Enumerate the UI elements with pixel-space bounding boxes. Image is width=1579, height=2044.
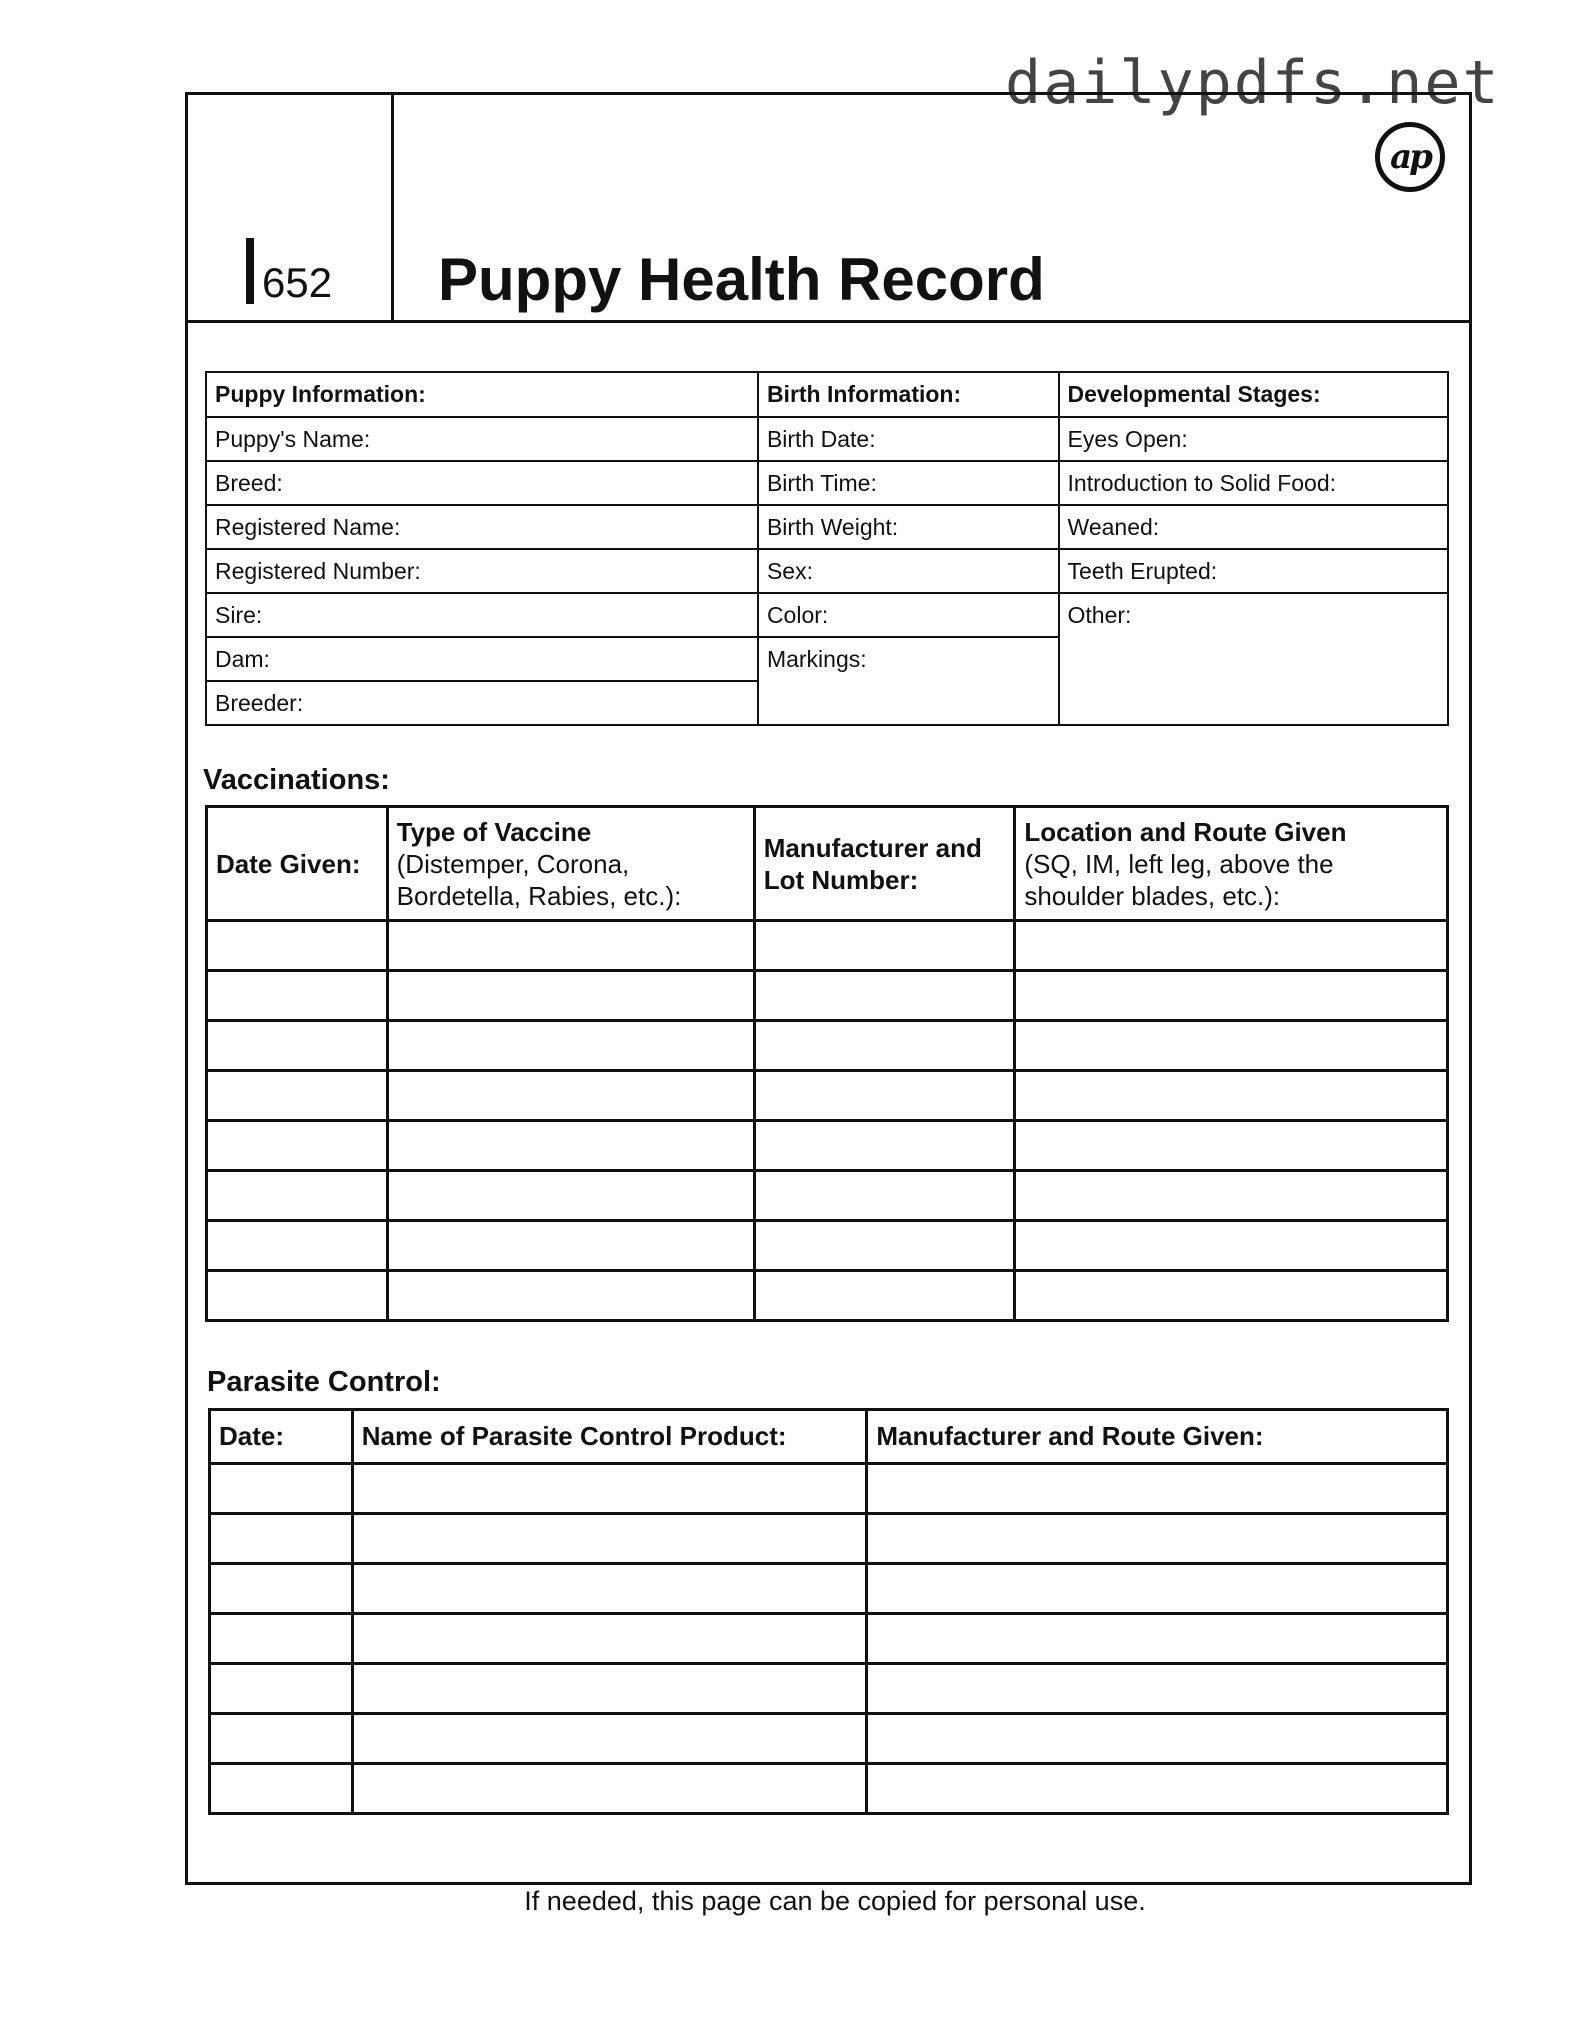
header-divider xyxy=(391,92,394,322)
vaccination-cell[interactable] xyxy=(207,1021,388,1071)
vaccination-cell[interactable] xyxy=(207,1171,388,1221)
vaccination-cell[interactable] xyxy=(387,1171,754,1221)
parasite-row xyxy=(210,1664,1448,1714)
parasite-cell[interactable] xyxy=(210,1564,353,1614)
birth-time-field[interactable]: Birth Time: xyxy=(758,461,1059,505)
puppy-name-field[interactable]: Puppy's Name: xyxy=(206,417,758,461)
vaccination-cell[interactable] xyxy=(754,1171,1015,1221)
parasite-product-header: Name of Parasite Control Product: xyxy=(352,1410,867,1464)
birth-weight-field[interactable]: Birth Weight: xyxy=(758,505,1059,549)
vaccination-cell[interactable] xyxy=(1015,1271,1448,1321)
parasite-row xyxy=(210,1464,1448,1514)
vaccine-type-examples: (Distemper, Corona, Bordetella, Rabies, etc.): xyxy=(396,848,682,911)
vaccination-cell[interactable] xyxy=(387,1221,754,1271)
parasite-cell[interactable] xyxy=(867,1764,1448,1814)
birth-date-field[interactable]: Birth Date: xyxy=(758,417,1059,461)
puppy-info-table xyxy=(205,371,1449,726)
vaccination-cell[interactable] xyxy=(387,971,754,1021)
breeder-field[interactable]: Breeder: xyxy=(206,681,758,725)
vaccination-cell[interactable] xyxy=(207,921,388,971)
parasite-date-header: Date: xyxy=(210,1410,353,1464)
parasite-cell[interactable] xyxy=(352,1564,867,1614)
vaccination-cell[interactable] xyxy=(207,971,388,1021)
vaccination-cell[interactable] xyxy=(1015,971,1448,1021)
vaccination-row xyxy=(207,1221,1448,1271)
vaccination-row xyxy=(207,1121,1448,1171)
vaccination-row xyxy=(207,1271,1448,1321)
vaccination-cell[interactable] xyxy=(1015,1221,1448,1271)
vaccination-cell[interactable] xyxy=(754,1021,1015,1071)
dev-stages-header: Developmental Stages: xyxy=(1059,372,1448,417)
vaccination-cell[interactable] xyxy=(1015,921,1448,971)
vaccination-cell[interactable] xyxy=(754,921,1015,971)
registered-name-field[interactable]: Registered Name: xyxy=(206,505,758,549)
vaccination-row xyxy=(207,1021,1448,1071)
location-route-examples: (SQ, IM, left leg, above the shoulder blades, etc.): xyxy=(1024,848,1334,911)
parasite-cell[interactable] xyxy=(867,1714,1448,1764)
vaccination-cell[interactable] xyxy=(387,921,754,971)
vaccination-row xyxy=(207,971,1448,1021)
parasite-cell[interactable] xyxy=(867,1464,1448,1514)
vaccination-cell[interactable] xyxy=(1015,1121,1448,1171)
color-field[interactable]: Color: xyxy=(758,593,1059,637)
parasite-cell[interactable] xyxy=(210,1614,353,1664)
footer-note: If needed, this page can be copied for personal use. xyxy=(524,1886,1146,1916)
parasite-cell[interactable] xyxy=(210,1514,353,1564)
vaccination-cell[interactable] xyxy=(387,1271,754,1321)
location-route-title: Location and Route Given xyxy=(1024,816,1347,847)
parasite-cell[interactable] xyxy=(210,1714,353,1764)
parasite-control-table xyxy=(208,1408,1449,1815)
parasite-row xyxy=(210,1614,1448,1664)
parasite-cell[interactable] xyxy=(352,1614,867,1664)
vaccine-type-header xyxy=(387,807,754,921)
parasite-cell[interactable] xyxy=(352,1764,867,1814)
sex-field[interactable]: Sex: xyxy=(758,549,1059,593)
parasite-row xyxy=(210,1714,1448,1764)
vaccination-cell[interactable] xyxy=(754,1121,1015,1171)
vaccination-row xyxy=(207,1071,1448,1121)
teeth-erupted-field[interactable]: Teeth Erupted: xyxy=(1059,549,1448,593)
form-number-bar xyxy=(246,238,254,304)
solid-food-field[interactable]: Introduction to Solid Food: xyxy=(1059,461,1448,505)
other-field[interactable]: Other: xyxy=(1059,593,1448,725)
vaccination-cell[interactable] xyxy=(387,1021,754,1071)
eyes-open-field[interactable]: Eyes Open: xyxy=(1059,417,1448,461)
parasite-cell[interactable] xyxy=(210,1764,353,1814)
parasite-manufacturer-header: Manufacturer and Route Given: xyxy=(867,1410,1448,1464)
parasite-cell[interactable] xyxy=(352,1514,867,1564)
location-route-header xyxy=(1015,807,1448,921)
birth-info-header: Birth Information: xyxy=(758,372,1059,417)
vaccination-cell[interactable] xyxy=(387,1071,754,1121)
vaccination-cell[interactable] xyxy=(1015,1171,1448,1221)
vaccination-row xyxy=(207,921,1448,971)
publisher-logo xyxy=(1375,122,1445,192)
vaccinations-table xyxy=(205,805,1449,1322)
weaned-field[interactable]: Weaned: xyxy=(1059,505,1448,549)
watermark: dailypdfs.net xyxy=(1005,48,1501,118)
parasite-cell[interactable] xyxy=(352,1714,867,1764)
parasite-cell[interactable] xyxy=(867,1614,1448,1664)
parasite-control-heading: Parasite Control: xyxy=(207,1366,441,1398)
page-title: Puppy Health Record xyxy=(438,246,1045,313)
vaccination-cell[interactable] xyxy=(1015,1021,1448,1071)
parasite-cell[interactable] xyxy=(352,1664,867,1714)
parasite-cell[interactable] xyxy=(867,1564,1448,1614)
parasite-cell[interactable] xyxy=(352,1464,867,1514)
dam-field[interactable]: Dam: xyxy=(206,637,758,681)
vaccination-cell[interactable] xyxy=(387,1121,754,1171)
vaccination-cell[interactable] xyxy=(207,1271,388,1321)
puppy-info-header: Puppy Information: xyxy=(206,372,758,417)
vaccination-row xyxy=(207,1171,1448,1221)
parasite-row xyxy=(210,1514,1448,1564)
vaccination-cell[interactable] xyxy=(754,1271,1015,1321)
vaccine-type-title: Type of Vaccine xyxy=(396,816,592,847)
vaccinations-heading: Vaccinations: xyxy=(203,764,390,796)
parasite-row xyxy=(210,1764,1448,1814)
markings-field[interactable]: Markings: xyxy=(758,637,1059,725)
date-given-header: Date Given: xyxy=(207,807,388,921)
logo-text: ap xyxy=(1390,137,1430,177)
vaccination-cell[interactable] xyxy=(1015,1071,1448,1121)
parasite-row xyxy=(210,1564,1448,1614)
parasite-cell[interactable] xyxy=(867,1514,1448,1564)
parasite-cell[interactable] xyxy=(867,1664,1448,1714)
vaccination-cell[interactable] xyxy=(207,1121,388,1171)
form-number: 652 xyxy=(262,259,333,306)
vaccination-cell[interactable] xyxy=(754,1071,1015,1121)
header-rule xyxy=(185,320,1470,323)
vaccination-cell[interactable] xyxy=(207,1071,388,1121)
vaccination-cell[interactable] xyxy=(754,1221,1015,1271)
breed-field[interactable]: Breed: xyxy=(206,461,758,505)
parasite-cell[interactable] xyxy=(210,1664,353,1714)
vaccination-cell[interactable] xyxy=(754,971,1015,1021)
parasite-cell[interactable] xyxy=(210,1464,353,1514)
registered-number-field[interactable]: Registered Number: xyxy=(206,549,758,593)
vaccination-cell[interactable] xyxy=(207,1221,388,1271)
manufacturer-lot-header: Manufacturer and Lot Number: xyxy=(754,807,1015,921)
sire-field[interactable]: Sire: xyxy=(206,593,758,637)
